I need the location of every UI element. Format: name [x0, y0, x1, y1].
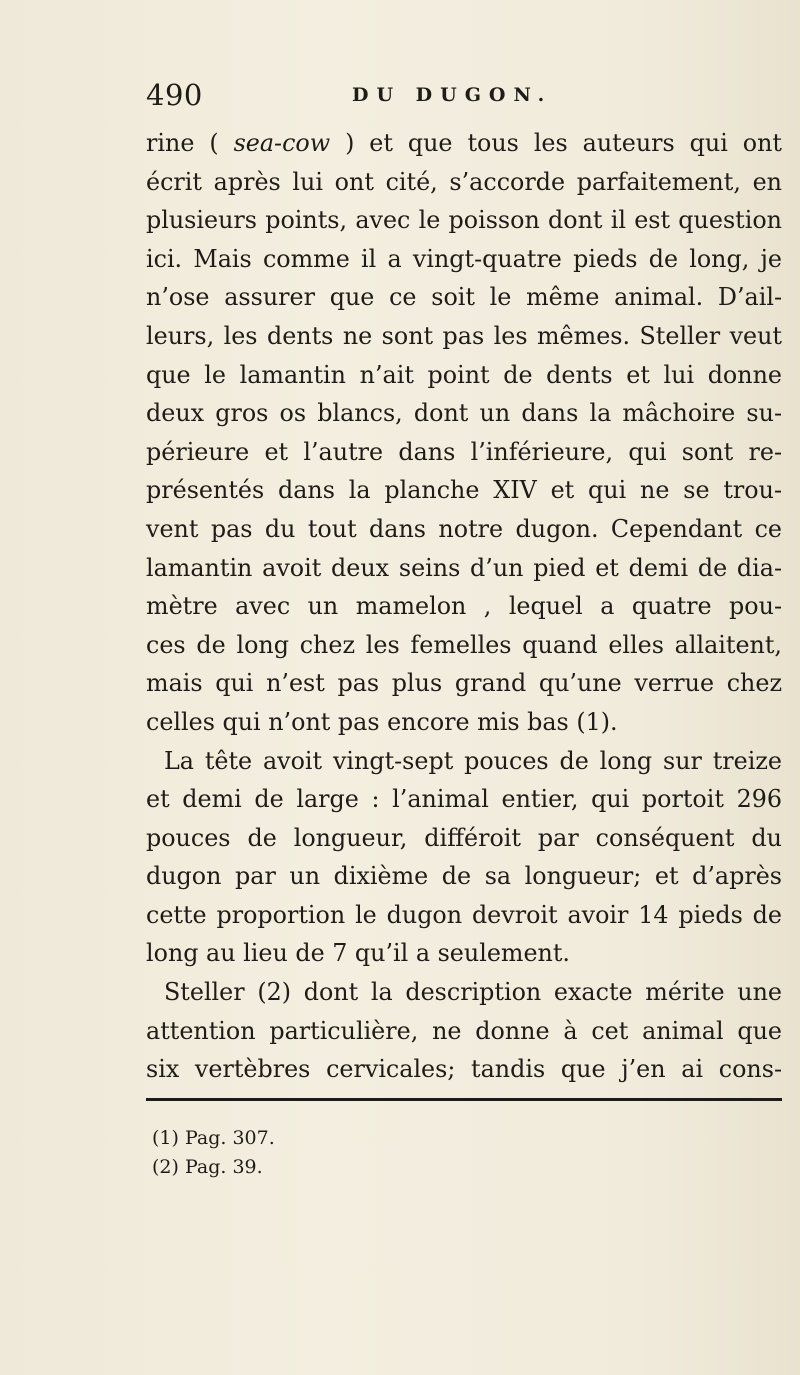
- body-text: [146, 124, 782, 1089]
- text-line: n’ose assurer que ce soit le même animal. D’ail-: [146, 283, 782, 312]
- text-line: ces de long chez les femelles quand elles allaitent,: [146, 630, 782, 659]
- text-line: mètre avec un mamelon , lequel a quatre pou-: [146, 592, 782, 621]
- text-line: présentés dans la planche XIV et qui ne se trou-: [146, 476, 782, 505]
- running-title: DU DUGON.: [352, 84, 553, 106]
- text-line: long au lieu de 7 qu’il a seulement.: [146, 939, 570, 968]
- text-line: ici. Mais comme il a vingt-quatre pieds de long, je: [146, 244, 782, 273]
- text-line: lamantin avoit deux seins d’un pied et demi de dia-: [146, 553, 782, 582]
- page-number: 490: [146, 78, 203, 112]
- text-line: La tête avoit vingt-sept pouces de long sur treize: [164, 746, 782, 775]
- text-line: six vertèbres cervicales; tandis que j’en ai cons-: [146, 1055, 782, 1084]
- footnote: (1) Pag. 307.: [152, 1127, 275, 1149]
- text-line: leurs, les dents ne sont pas les mêmes. Steller veut: [146, 321, 782, 350]
- text-line: celles qui n’ont pas encore mis bas (1).: [146, 707, 618, 736]
- text-line: Steller (2) dont la description exacte mérite une: [164, 978, 782, 1007]
- footnotes: [152, 1124, 552, 1182]
- text-line: vent pas du tout dans notre dugon. Cependant ce: [146, 514, 782, 543]
- text-line: attention particulière, ne donne à cet animal que: [146, 1016, 782, 1045]
- text-fragment: rine (: [146, 129, 234, 157]
- italic-term: sea-cow: [233, 129, 331, 157]
- text-line: mais qui n’est pas plus grand qu’une verrue chez: [146, 669, 782, 698]
- text-line: dugon par un dixième de sa longueur; et d’après: [146, 862, 782, 891]
- text-line: [146, 124, 782, 163]
- text-line: plusieurs points, avec le poisson dont il est question: [146, 206, 782, 235]
- text-line: cette proportion le dugon devroit avoir 14 pieds de: [146, 900, 782, 929]
- footnote-separator-rule: [146, 1098, 782, 1101]
- text-fragment: ) et que tous les auteurs qui ont: [330, 129, 782, 157]
- footnote: (2) Pag. 39.: [152, 1156, 263, 1178]
- text-line: et demi de large : l’animal entier, qui portoit 296: [146, 785, 782, 814]
- text-line: que le lamantin n’ait point de dents et lui donne: [146, 360, 782, 389]
- text-line: deux gros os blancs, dont un dans la mâchoire su-: [146, 399, 782, 428]
- text-line: écrit après lui ont cité, s’accorde parfaitement, en: [146, 167, 782, 196]
- text-line: périeure et l’autre dans l’inférieure, qui sont re-: [146, 437, 782, 466]
- page-header: [146, 78, 786, 118]
- text-line: pouces de longueur, différoit par conséquent du: [146, 823, 782, 852]
